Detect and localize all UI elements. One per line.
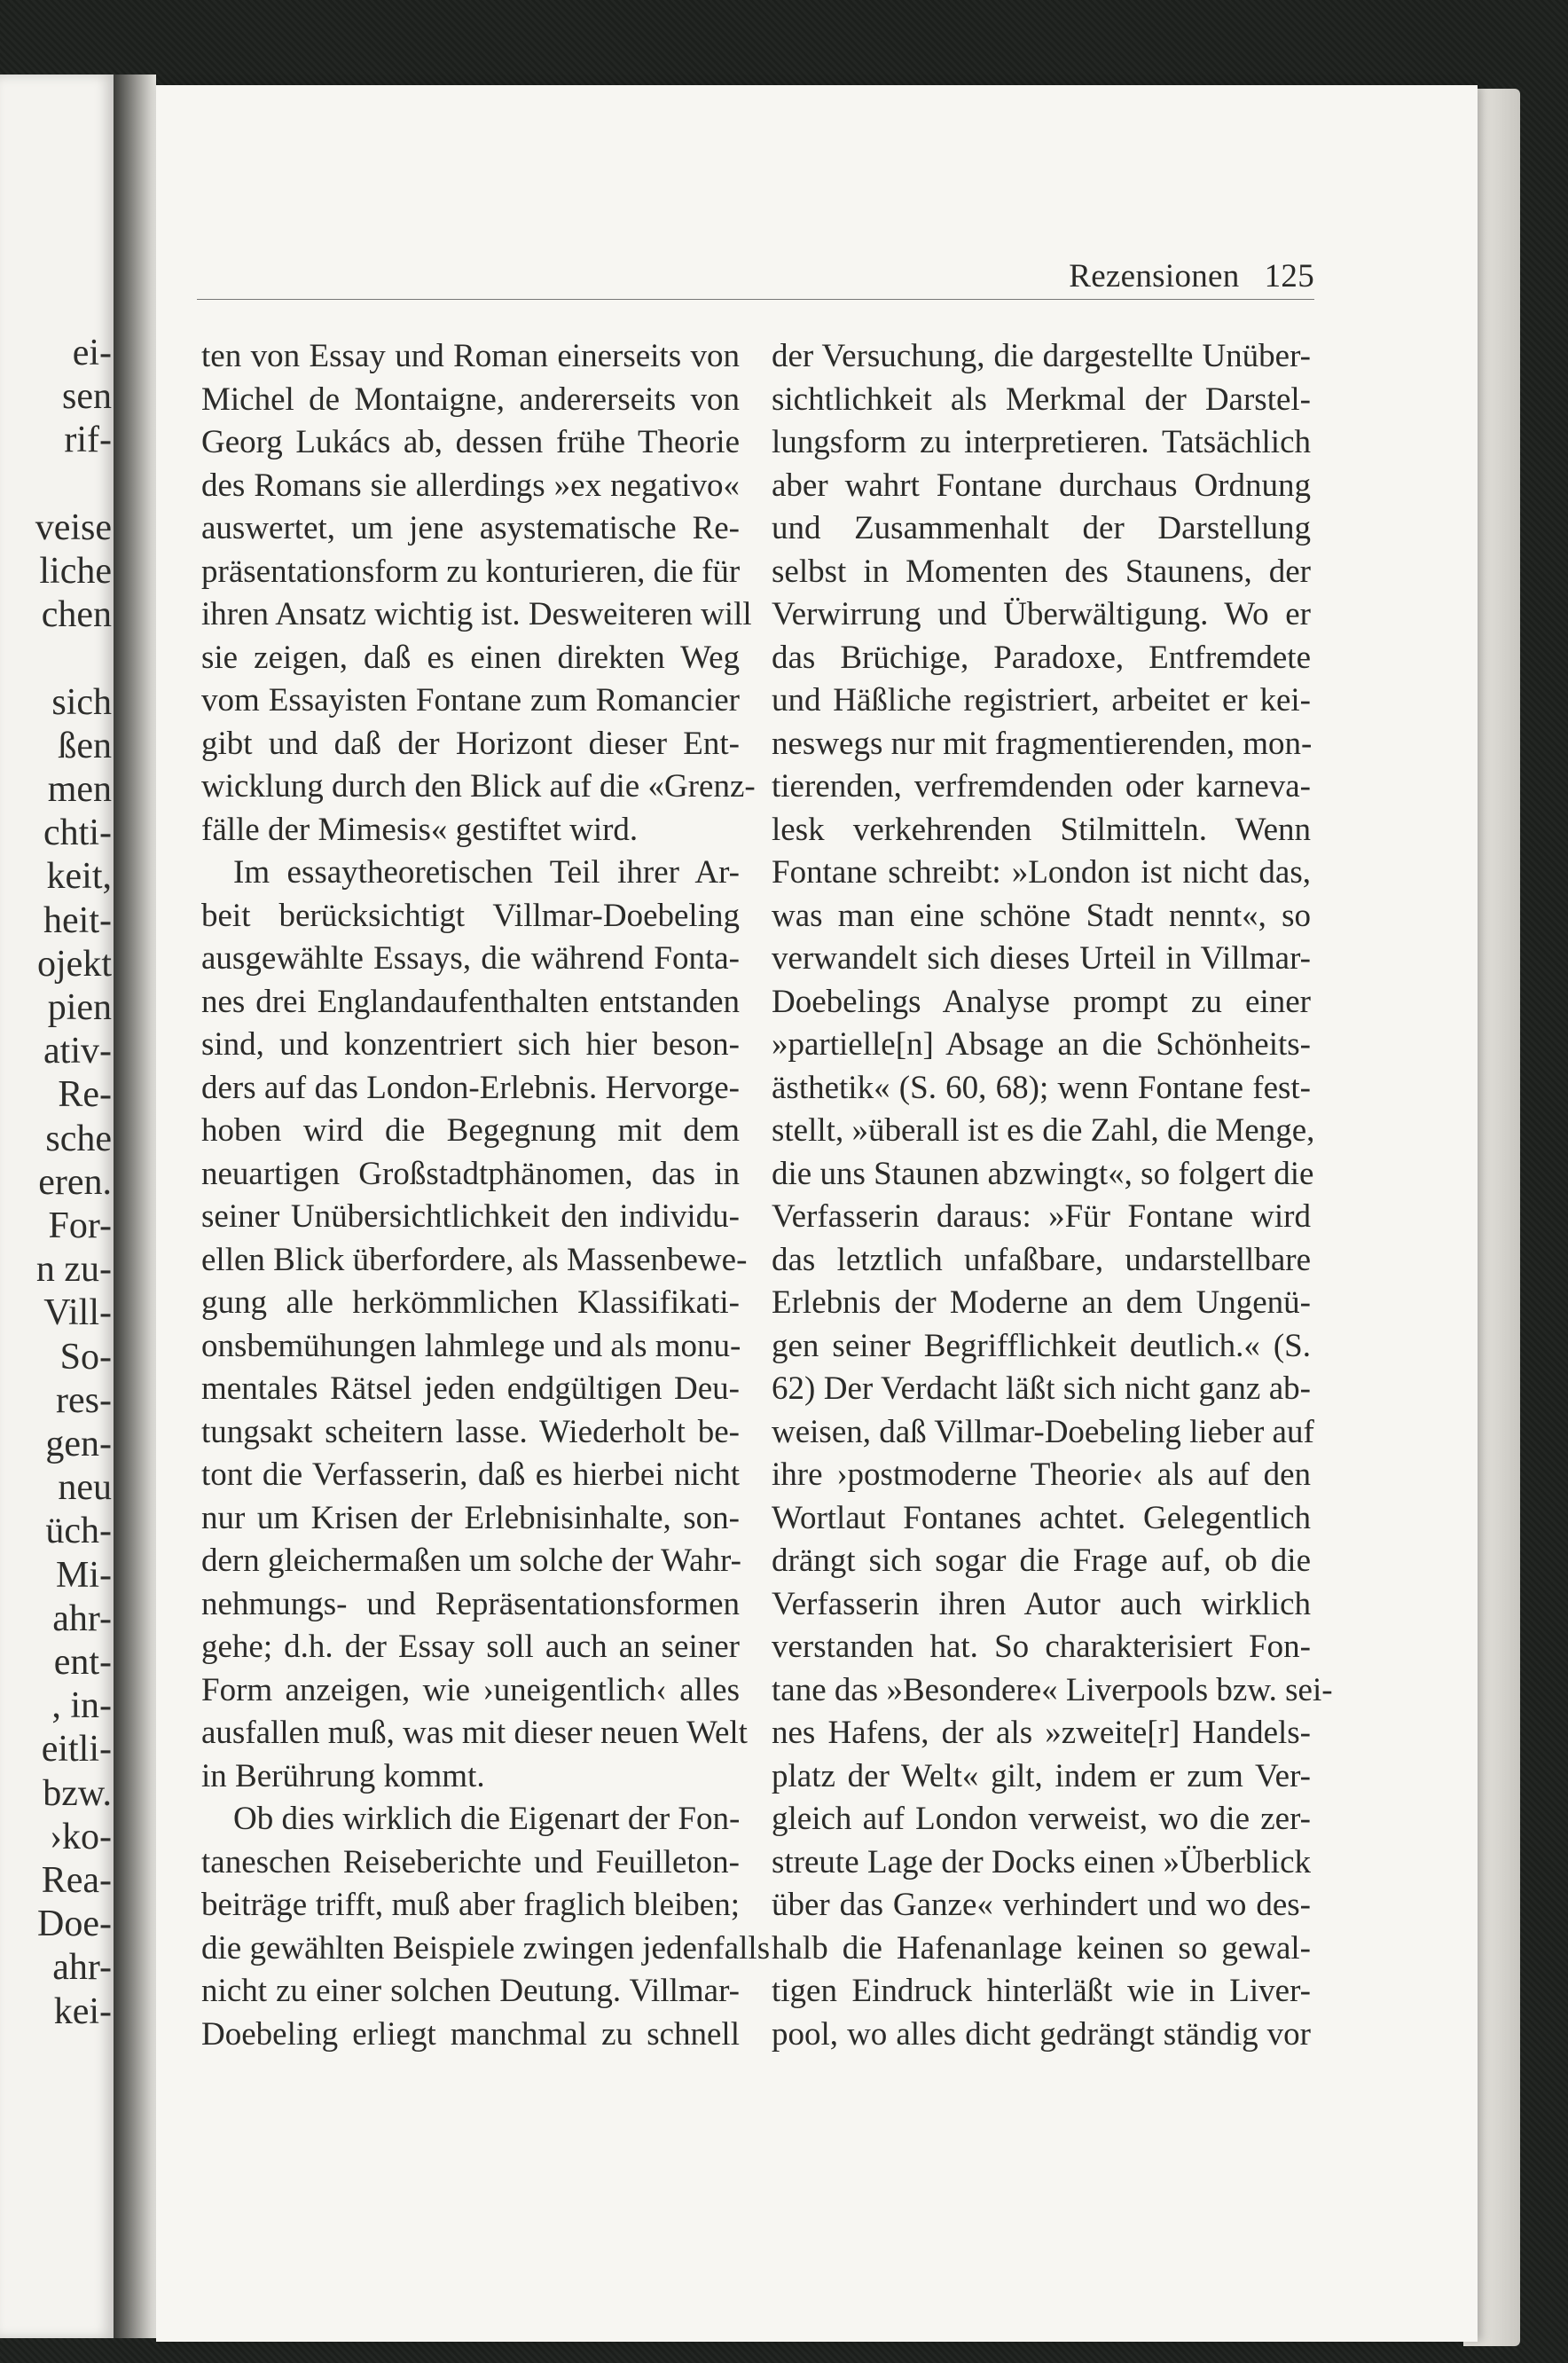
text-line: nes Hafens, der als »zweite[r] Handels- — [772, 1715, 1311, 1751]
text-line: lesk verkehrenden Stilmitteln. Wenn — [772, 811, 1311, 848]
text-line: onsbemühungen lahmlege und als monu- — [201, 1327, 741, 1364]
text-line: lungsform zu interpretieren. Tatsächlich — [772, 424, 1311, 460]
text-line: gung alle herkömmlichen Klassifikati- — [201, 1284, 740, 1321]
left-page-fragment: n zu- — [35, 1249, 112, 1291]
text-line: Im essaytheoretischen Teil ihrer Ar- — [233, 854, 740, 891]
text-line: der Versuchung, die dargestellte Unüber- — [772, 338, 1311, 374]
text-line: tigen Eindruck hinterläßt wie in Liver- — [772, 1973, 1311, 2009]
text-line: Doebelings Analyse prompt zu einer — [772, 983, 1311, 1020]
text-line: nes drei Englandaufenthalten entstanden — [201, 983, 740, 1020]
text-line: seiner Unübersichtlichkeit den individu- — [201, 1198, 740, 1235]
text-line: stellt, »überall ist es die Zahl, die Menge, — [772, 1112, 1315, 1149]
book-gutter — [114, 75, 156, 2338]
left-page-fragment: , in- — [51, 1685, 112, 1727]
text-line: tierenden, verfremdenden oder karneva- — [772, 768, 1311, 805]
text-line: ihre ›postmoderne Theorie‹ als auf den — [772, 1456, 1311, 1493]
left-page-fragment: ahr- — [52, 1947, 112, 1989]
left-page-fragment: gen- — [45, 1424, 112, 1464]
text-line: ausgewählte Essays, die während Fonta- — [201, 940, 740, 977]
text-column-right — [772, 335, 1333, 2056]
text-line: Wortlaut Fontanes achtet. Gelegentlich — [772, 1499, 1311, 1536]
text-line: verstanden hat. So charakterisiert Fon- — [772, 1629, 1311, 1665]
left-page-fragment: rif- — [64, 420, 112, 461]
text-line: über das Ganze« verhindert und wo des- — [772, 1887, 1311, 1923]
text-line: Verwirrung und Überwältigung. Wo er — [772, 596, 1311, 632]
left-page-fragment: ojekt — [37, 943, 112, 985]
text-line: nehmungs- und Repräsentationsformen — [201, 1585, 740, 1622]
left-page-fragment: heit- — [43, 899, 112, 941]
text-line: was man eine schöne Stadt nennt«, so — [772, 897, 1311, 934]
text-line: selbst in Momenten des Staunens, der — [772, 553, 1311, 590]
text-line: gleich auf London verweist, wo die zer- — [772, 1801, 1311, 1837]
text-line: Michel de Montaigne, andererseits von — [201, 381, 740, 418]
left-page-fragment: keit, — [46, 856, 112, 898]
text-line: streute Lage der Docks einen »Überblick — [772, 1843, 1311, 1880]
text-line: Doebeling erliegt manchmal zu schnell — [201, 2015, 740, 2053]
text-line: wicklung durch den Blick auf die «Grenz- — [201, 768, 756, 805]
left-page-fragment: kei- — [53, 1990, 112, 2032]
text-line: ten von Essay und Roman einerseits von — [201, 338, 740, 374]
left-page-fragment: Rea- — [41, 1860, 112, 1901]
text-line: auswertet, um jene asystematische Re- — [201, 510, 740, 546]
left-page-fragment: men — [47, 769, 112, 810]
text-line: beit berücksichtigt Villmar-Doebeling — [201, 897, 740, 934]
text-line: präsentationsform zu konturieren, die für — [201, 553, 741, 590]
text-line: neswegs nur mit fragmentierenden, mon- — [772, 725, 1313, 762]
running-title: Rezensionen — [1069, 258, 1240, 294]
text-line: verwandelt sich dieses Urteil in Villmar- — [772, 940, 1311, 977]
text-line: und Häßliche registriert, arbeitet er kei- — [772, 682, 1311, 718]
text-line: beiträge trifft, muß aber fraglich bleiben; — [201, 1887, 740, 1923]
text-line: die uns Staunen abzwingt«, so folgert die — [772, 1155, 1314, 1192]
text-line: Form anzeigen, wie ›uneigentlich‹ alles — [201, 1671, 740, 1708]
text-line: Georg Lukács ab, dessen frühe Theorie — [201, 424, 740, 460]
left-page-fragment: So- — [59, 1336, 112, 1378]
text-line: pool, wo alles dicht gedrängt ständig vor — [772, 2015, 1311, 2053]
left-page-fragment: Mi- — [56, 1554, 112, 1596]
left-page-fragment: bzw. — [43, 1772, 112, 1814]
left-page-fragment: res- — [56, 1379, 112, 1421]
text-line: sind, und konzentriert sich hier beson- — [201, 1026, 740, 1063]
left-page-fragment: chti- — [43, 813, 112, 854]
left-page-fragment: pien — [47, 987, 112, 1028]
text-line: tane das »Besondere« Liverpools bzw. sei- — [772, 1671, 1333, 1708]
left-page-fragment: ›ko- — [50, 1816, 112, 1857]
left-page-fragment: Re- — [58, 1074, 112, 1116]
text-line: ausfallen muß, was mit dieser neuen Welt — [201, 1715, 748, 1751]
left-page-fragment: üch- — [45, 1511, 112, 1552]
left-page-fragment: ent- — [53, 1642, 112, 1683]
header-rule — [197, 299, 1314, 300]
text-line: »partielle[n] Absage an die Schönheits- — [772, 1026, 1311, 1063]
left-page — [0, 75, 114, 2338]
text-line: gen seiner Begrifflichkeit deutlich.« (S. — [772, 1327, 1311, 1364]
left-page-fragment: chen — [41, 594, 112, 636]
text-line: des Romans sie allerdings »ex negativo« — [201, 467, 740, 504]
text-line: und Zusammenhalt der Darstellung — [772, 510, 1311, 546]
left-page-fragment: eren. — [38, 1161, 112, 1203]
text-line: aber wahrt Fontane durchaus Ordnung — [772, 467, 1311, 504]
text-line: 62) Der Verdacht läßt sich nicht ganz ab- — [772, 1370, 1311, 1407]
text-line: dern gleichermaßen um solche der Wahr- — [201, 1543, 741, 1579]
text-line: die gewählten Beispiele zwingen jedenfalls — [201, 1929, 771, 1967]
left-page-fragment: ßen — [58, 725, 112, 766]
text-line: halb die Hafenanlage keinen so gewal- — [772, 1929, 1311, 1967]
text-line: weisen, daß Villmar-Doebeling lieber auf — [772, 1413, 1314, 1450]
text-line: sie zeigen, daß es einen direkten Weg — [201, 639, 740, 676]
left-page-fragment: Doe- — [37, 1904, 112, 1945]
left-page-fragment: sche — [45, 1118, 112, 1159]
left-page-fragment: veise — [35, 506, 112, 548]
page-number: 125 — [1264, 258, 1314, 294]
text-line: Erlebnis der Moderne an dem Ungenü- — [772, 1284, 1311, 1321]
left-page-fragment: neu — [58, 1467, 112, 1509]
running-head — [1069, 257, 1314, 295]
text-line: sichtlichkeit als Merkmal der Darstel- — [772, 381, 1311, 418]
left-page-fragment: sen — [62, 376, 112, 418]
text-line: neuartigen Großstadtphänomen, das in — [201, 1155, 740, 1192]
left-page-fragment: liche — [39, 551, 112, 592]
left-page-fragment: For- — [48, 1205, 112, 1246]
text-line: ders auf das London-Erlebnis. Hervorge- — [201, 1069, 740, 1106]
text-line: mentales Rätsel jeden endgültigen Deu- — [201, 1370, 740, 1407]
left-page-fragment: Vill- — [43, 1292, 112, 1334]
text-line: fälle der Mimesis« gestiftet wird. — [201, 811, 639, 848]
text-line: vom Essayisten Fontane zum Romancier — [201, 682, 740, 718]
left-page-fragment: sich — [51, 681, 112, 723]
left-page-fragment: eitli- — [41, 1729, 112, 1770]
text-line: Verfasserin daraus: »Für Fontane wird — [772, 1198, 1311, 1235]
text-line: drängt sich sogar die Frage auf, ob die — [772, 1543, 1311, 1579]
text-column-left — [201, 335, 771, 2056]
text-line: das Brüchige, Paradoxe, Entfremdete — [772, 639, 1311, 676]
left-page-fragment: ativ- — [43, 1031, 112, 1072]
text-line: in Berührung kommt. — [201, 1757, 485, 1794]
text-line: nicht zu einer solchen Deutung. Villmar- — [201, 1973, 740, 2009]
text-line: tungsakt scheitern lasse. Wiederholt be- — [201, 1413, 740, 1450]
left-page-fragment: ahr- — [52, 1598, 112, 1639]
text-line: Ob dies wirklich die Eigenart der Fon- — [233, 1801, 741, 1837]
text-line: gibt und daß der Horizont dieser Ent- — [201, 725, 740, 762]
text-line: nur um Krisen der Erlebnisinhalte, son- — [201, 1499, 740, 1536]
text-line: ellen Blick überfordere, als Massenbewe- — [201, 1241, 748, 1278]
text-line: ästhetik« (S. 60, 68); wenn Fontane fest- — [772, 1069, 1311, 1106]
text-line: ihren Ansatz wichtig ist. Desweiteren will — [201, 596, 752, 632]
text-line: hoben wird die Begegnung mit dem — [201, 1112, 740, 1149]
text-line: taneschen Reiseberichte und Feuilleton- — [201, 1843, 740, 1880]
left-page-fragment: ei- — [72, 333, 112, 373]
text-line: gehe; d.h. der Essay soll auch an seiner — [201, 1629, 740, 1665]
text-line: tont die Verfasserin, daß es hierbei nicht — [201, 1456, 740, 1493]
text-line: platz der Welt« gilt, indem er zum Ver- — [772, 1757, 1311, 1794]
text-line: Verfasserin ihren Autor auch wirklich — [772, 1585, 1311, 1622]
text-line: Fontane schreibt: »London ist nicht das, — [772, 854, 1311, 891]
text-line: das letztlich unfaßbare, undarstellbare — [772, 1241, 1311, 1278]
